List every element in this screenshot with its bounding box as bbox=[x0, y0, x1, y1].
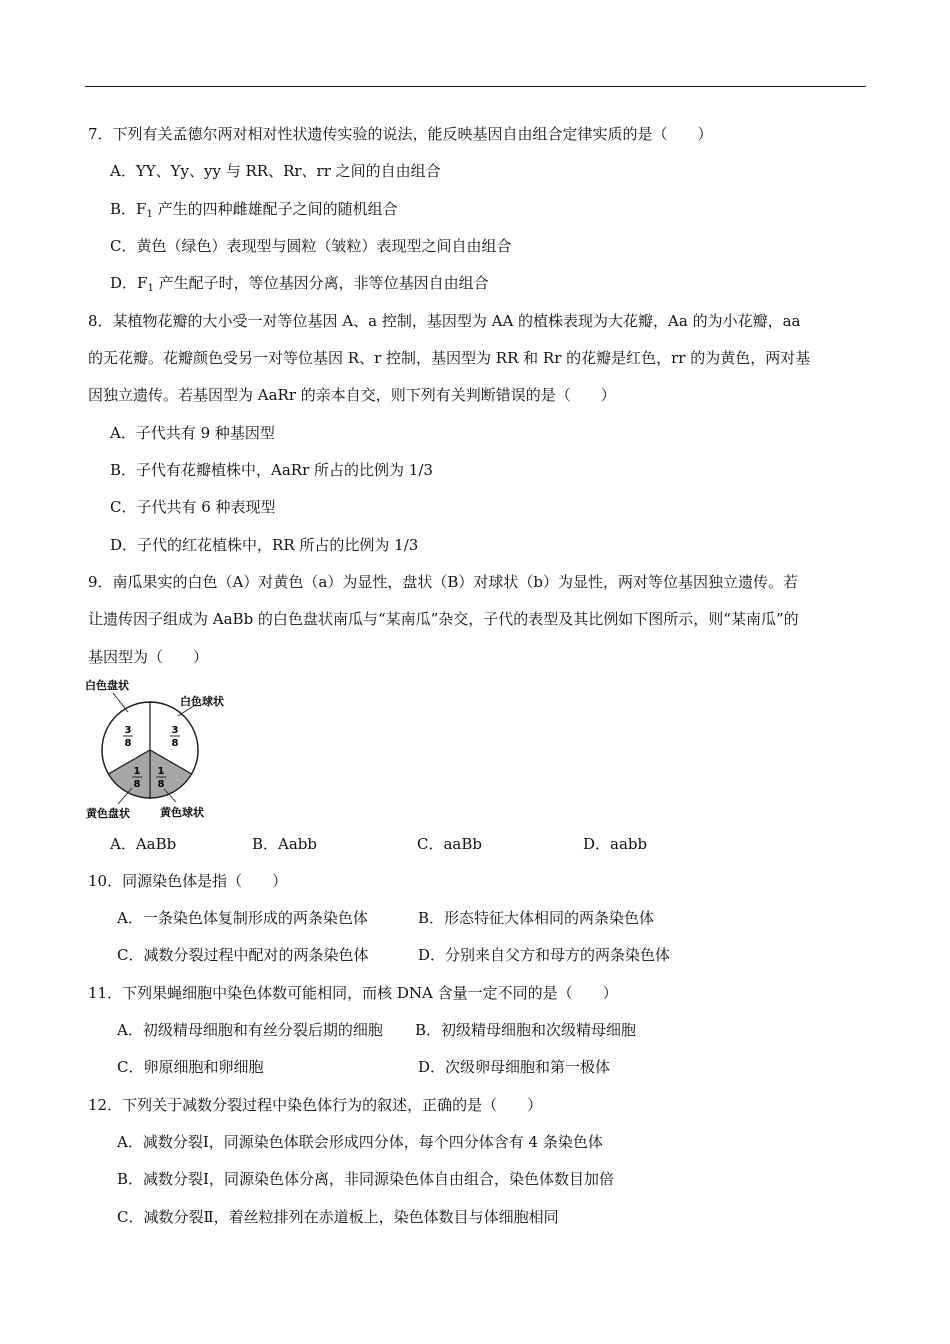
svg-text:1: 1 bbox=[157, 766, 165, 777]
q7-option-b-pre: B．F bbox=[110, 200, 147, 218]
q8-option-b: B．子代有花瓣植株中，AaRr 所占的比例为 1/3 bbox=[110, 461, 433, 479]
pie-label-yellow-disc: 黄色盘状 bbox=[86, 807, 130, 820]
q8-option-d: D．子代的红花植株中，RR 所占的比例为 1/3 bbox=[110, 536, 419, 554]
svg-text:8: 8 bbox=[124, 738, 132, 749]
q7-option-b-post: 产生的四种雌雄配子之间的随机组合 bbox=[152, 200, 398, 218]
q9-option-c: C．aaBb bbox=[417, 835, 482, 853]
q8-stem-line2: 的无花瓣。花瓣颜色受另一对等位基因 R、r 控制，基因型为 RR 和 Rr 的花瓣是红色，rr 的为黄色，两对基 bbox=[88, 349, 811, 367]
q8-option-a: A．子代共有 9 种基因型 bbox=[110, 424, 275, 442]
q11-option-d: D．次级卵母细胞和第一极体 bbox=[418, 1058, 611, 1076]
svg-text:3: 3 bbox=[171, 725, 179, 736]
pie-label-white-disc: 白色盘状 bbox=[85, 679, 129, 692]
q9-stem-line1: 9．南瓜果实的白色（A）对黄色（a）为显性，盘状（B）对球状（b）为显性，两对等位基因独立遗传。若 bbox=[88, 573, 798, 591]
q9-option-b: B．Aabb bbox=[252, 835, 318, 853]
pie-label-yellow-sphere: 黄色球状 bbox=[160, 806, 204, 819]
q9-option-d: D．aabb bbox=[583, 835, 648, 853]
q8-option-c: C．子代共有 6 种表现型 bbox=[110, 498, 276, 516]
q10-option-c: C．减数分裂过程中配对的两条染色体 bbox=[117, 946, 369, 964]
q8-stem-line1: 8．某植物花瓣的大小受一对等位基因 A、a 控制，基因型为 AA 的植株表现为大花瓣，Aa 的为小花瓣，aa bbox=[88, 312, 801, 330]
q11-option-b: B．初级精母细胞和次级精母细胞 bbox=[415, 1021, 637, 1039]
q7-option-a: A．YY、Yy、yy 与 RR、Rr、rr 之间的自由组合 bbox=[110, 162, 441, 180]
q10-option-b: B．形态特征大体相同的两条染色体 bbox=[418, 909, 655, 927]
q10-stem: 10．同源染色体是指（ ） bbox=[88, 872, 288, 890]
q12-option-a: A．减数分裂Ⅰ，同源染色体联会形成四分体，每个四分体含有 4 条染色体 bbox=[117, 1133, 603, 1151]
q12-option-b: B．减数分裂Ⅰ，同源染色体分离，非同源染色体自由组合，染色体数目加倍 bbox=[117, 1170, 614, 1188]
q11-option-a: A．初级精母细胞和有丝分裂后期的细胞 bbox=[117, 1021, 383, 1039]
svg-text:8: 8 bbox=[157, 779, 165, 790]
q10-option-d: D．分别来自父方和母方的两条染色体 bbox=[418, 946, 671, 964]
pie-label-white-sphere: 白色球状 bbox=[180, 695, 224, 708]
svg-text:8: 8 bbox=[133, 779, 141, 790]
q7-option-d-post: 产生配子时，等位基因分离，非等位基因自由组合 bbox=[153, 274, 489, 292]
svg-text:8: 8 bbox=[171, 738, 179, 749]
svg-text:1: 1 bbox=[133, 766, 141, 777]
q7-option-d-pre: D．F bbox=[110, 274, 148, 292]
q7-option-d-sub: 1 bbox=[147, 283, 154, 294]
q12-option-c: C．减数分裂Ⅱ，着丝粒排列在赤道板上，染色体数目与体细胞相同 bbox=[117, 1208, 559, 1226]
phenotype-pie-chart bbox=[80, 676, 240, 826]
q8-stem-line3: 因独立遗传。若基因型为 AaRr 的亲本自交，则下列有关判断错误的是（ ） bbox=[88, 386, 616, 404]
q7-option-c: C．黄色（绿色）表现型与圆粒（皱粒）表现型之间自由组合 bbox=[110, 237, 512, 255]
q7-option-b bbox=[110, 199, 398, 219]
header-rule bbox=[85, 86, 866, 87]
q9-option-a: A．AaBb bbox=[110, 835, 177, 853]
q9-stem-line2: 让遗传因子组成为 AaBb 的白色盘状南瓜与“某南瓜”杂交，子代的表型及其比例如下图所示，则“某南瓜”的 bbox=[88, 610, 799, 628]
svg-text:3: 3 bbox=[124, 725, 132, 736]
q7-option-d bbox=[110, 273, 489, 293]
q9-stem-line3: 基因型为（ ） bbox=[88, 648, 209, 666]
q10-option-a: A．一条染色体复制形成的两条染色体 bbox=[117, 909, 368, 927]
q7-option-b-sub: 1 bbox=[146, 209, 153, 220]
q11-option-c: C．卵原细胞和卵细胞 bbox=[117, 1058, 264, 1076]
leader-white-disc bbox=[113, 693, 128, 712]
q12-stem: 12．下列关于减数分裂过程中染色体行为的叙述，正确的是（ ） bbox=[88, 1096, 543, 1114]
q11-stem: 11．下列果蝇细胞中染色体数可能相同，而核 DNA 含量一定不同的是（ ） bbox=[88, 984, 618, 1002]
q7-stem: 7．下列有关孟德尔两对相对性状遗传实验的说法，能反映基因自由组合定律实质的是（ ） bbox=[88, 125, 713, 143]
